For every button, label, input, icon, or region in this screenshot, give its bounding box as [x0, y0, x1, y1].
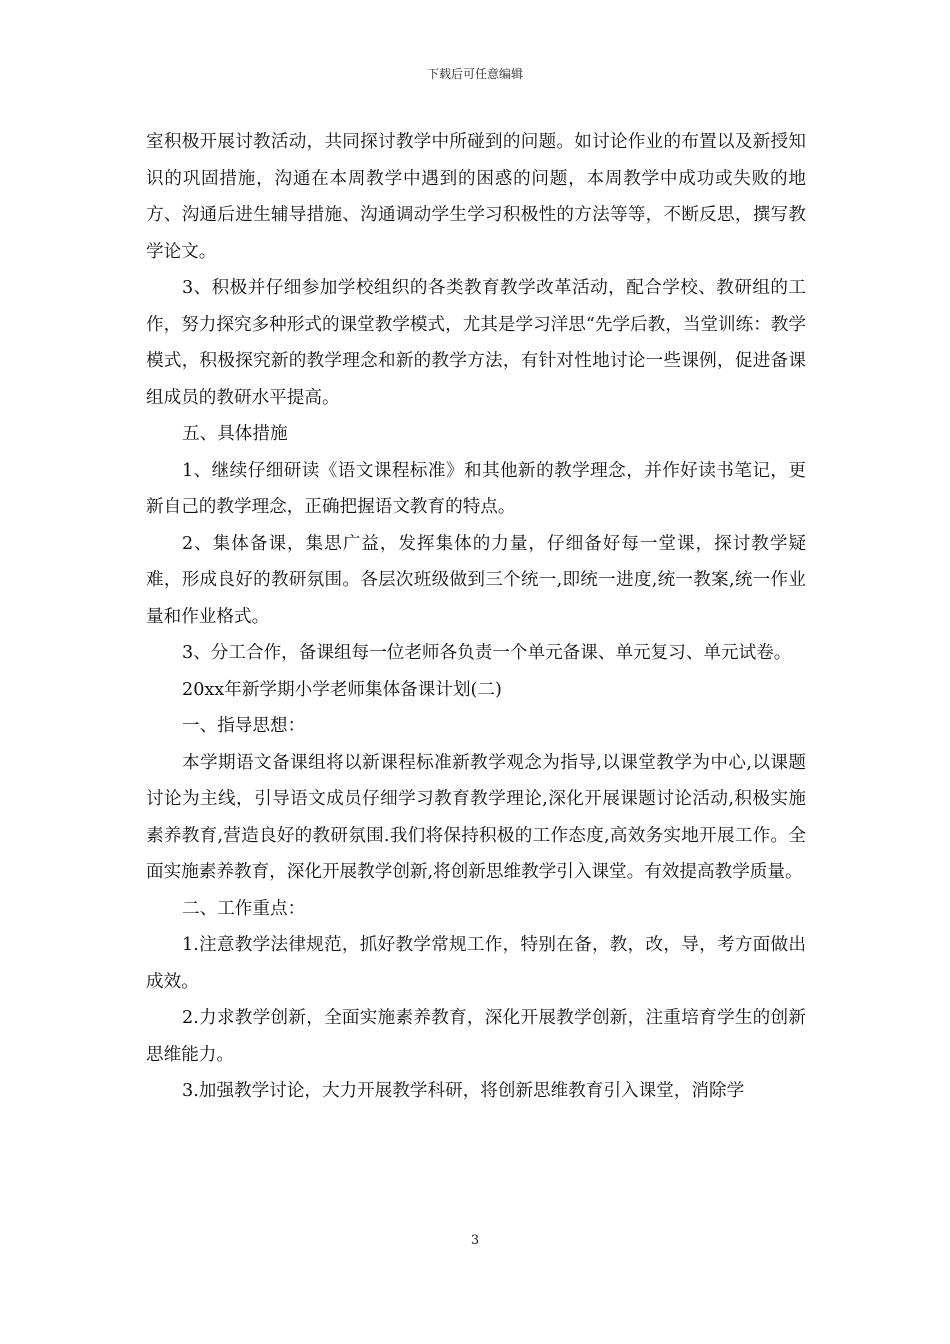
- paragraph-measure-1: 1、继续仔细研读《语文课程标准》和其他新的教学理念，并作好读书笔记，更新自己的教学理念，正确把握语文教育的特点。: [146, 460, 806, 517]
- paragraph-focus-3: 3.加强教学讨论，大力开展教学科研，将创新思维教育引入课堂，消除学: [182, 1081, 745, 1101]
- paragraph-focus-2: 2.力求教学创新，全面实施素养教育，深化开展教学创新，注重培育学生的创新思维能力。: [146, 1008, 806, 1065]
- section-heading-work-focus: 二、工作重点：: [182, 898, 306, 919]
- paragraph-measure-2: 2、集体备课，集思广益，发挥集体的力量，仔细备好每一堂课，探讨教学疑难，形成良好的教研氛围。各层次班级做到三个统一,即统一进度,统一教案,统一作业量和作业格式。: [146, 533, 806, 627]
- page-header-note: 下载后可任意编辑: [426, 67, 523, 81]
- page-number: 3: [470, 1233, 480, 1248]
- paragraph-item-3-teaching-reform: 3、积极并仔细参加学校组织的各类教育教学改革活动，配合学校、教研组的工作，努力探究多种形式的课堂教学模式，尤其是学习洋思“先学后教，当堂训练：教学模式，积极探究新的教学理念和新的教学方法，有针对性地讨论一些课例，促进备课组成员的教研水平提高。: [146, 278, 806, 408]
- section-heading-guiding-thought: 一、指导思想：: [182, 716, 306, 736]
- document-body: [146, 124, 806, 1110]
- paragraph-continuation: 室积极开展讨教活动，共同探讨教学中所碰到的问题。如讨论作业的布置以及新授知识的巩固措施，沟通在本周教学中遇到的困惑的问题，本周教学中成功或失败的地方、沟通后进生辅导措施、沟通调动学生学习积极性的方法等等，不断反思，撰写教学论文。: [146, 132, 806, 262]
- paragraph-measure-3: 3、分工合作，备课组每一位老师各负责一个单元备课、单元复习、单元试卷。: [182, 643, 792, 663]
- section-heading-specific-measures: 五、具体措施: [182, 424, 288, 444]
- paragraph-focus-1: 1.注意教学法律规范，抓好教学常规工作，特别在备，教，改，导，考方面做出成效。: [146, 935, 806, 992]
- paragraph-guiding-thought: 本学期语文备课组将以新课程标准新教学观念为指导,以课堂教学为中心,以课题讨论为主线，引导语文成员仔细学习教育教学理论,深化开展课题讨论活动,积极实施素养教育,营造良好的教研氛围.我们将保持积极的工作态度,高效务实地开展工作。全面实施素养教育，深化开展教学创新,将创新思维教学引入课堂。有效提高教学质量。: [146, 752, 806, 882]
- document-subtitle: 20xx年新学期小学老师集体备课计划(二): [182, 679, 502, 700]
